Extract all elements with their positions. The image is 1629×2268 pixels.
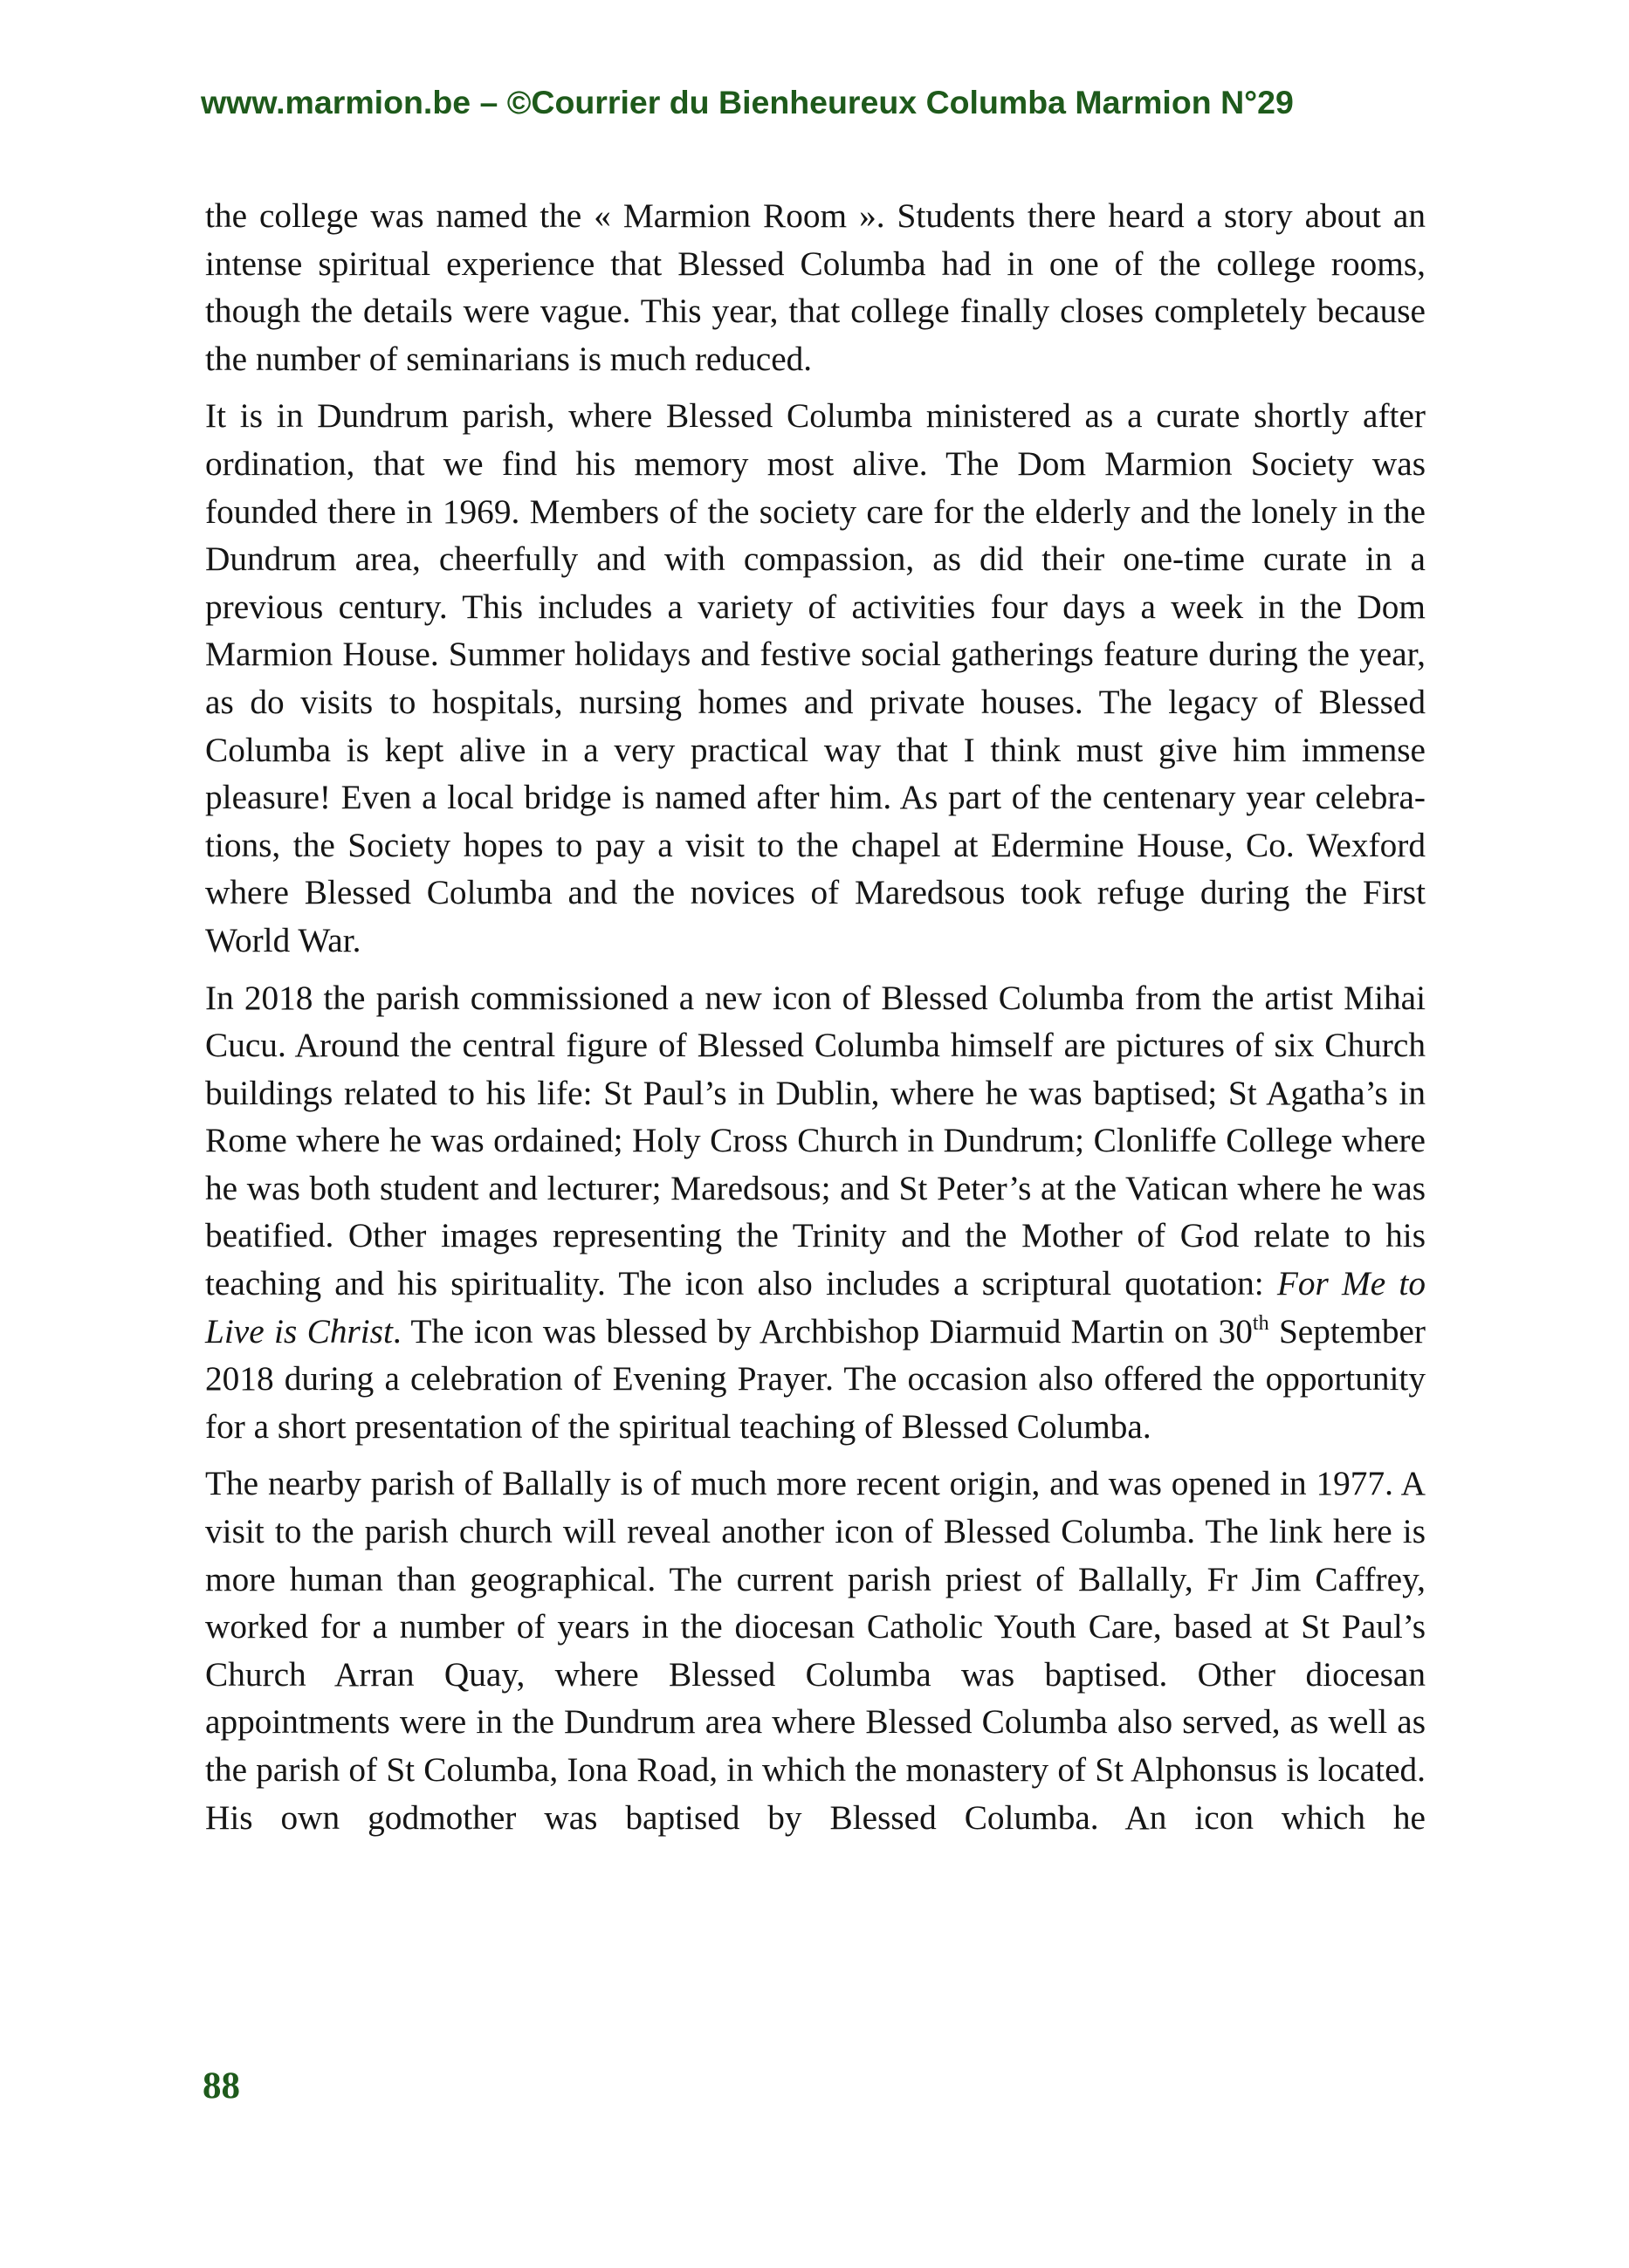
body-text bbox=[205, 192, 1426, 1841]
running-header: www.marmion.be – ©Courrier du Bienheureux Columba Marmion N°29 bbox=[201, 84, 1294, 120]
page-number: 88 bbox=[203, 2065, 240, 2106]
paragraph-icon-commission bbox=[205, 974, 1426, 1451]
icon-text-part-1: In 2018 the parish commissioned a new icon of Blessed Columba from the artist Mihai Cucu. Around the central figure of Blessed Columba himself are pictures of six Church buildings related to his life: St Paul’s in Dublin, where he was baptised; St Agatha’s in Rome where he was ordained; Holy Cross Church in Dundrum; Clonliffe College where he was both student and lecturer; Maredsous; and St Peter’s at the Vatican where he was beatified. Other images representing the Trinity and the Mother of God relate to his teaching and his spirituality. The icon also includes a scriptural quotation: bbox=[205, 978, 1426, 1303]
scriptural-quotation: For Me to Live is Christ bbox=[205, 1264, 1426, 1350]
paragraph-ballally-parish: The nearby parish of Ballally is of much more recent origin, and was opened in 1977. A visit to the parish church will reveal another icon of Blessed Columba. The link here is more human than geographical. The current parish priest of Ballally, Fr Jim Caffrey, worked for a number of years in the diocesan Catholic Youth Care, based at St Paul’s Church Arran Quay, where Blessed Columba was baptised. Other diocesan appointments were in the Dundrum area where Blessed Columba also served, as well as the parish of St Columba, Iona Road, in which the monastery of St Alphonsus is located. His own godmother was baptised by Blessed Columba. An icon which he bbox=[205, 1464, 1426, 1837]
icon-text-part-2: . The icon was blessed by Archbishop Diarmuid Martin on 30 bbox=[392, 1311, 1253, 1350]
paragraph-marmion-room: the college was named the « Marmion Room ». Students there heard a story about an intense spiritual experience that Blessed Columba had in one of the college rooms, though the details were vague. This year, that college finally closes completely because the number of seminarians is much reduced. bbox=[205, 196, 1426, 378]
icon-text-part-3: September 2018 during a celebration of Evening Prayer. The occasion also offered the opportunity for a short presentation of the spiritual teaching of Blessed Columba. bbox=[205, 1311, 1426, 1446]
paragraph-dundrum-parish: It is in Dundrum parish, where Blessed Columba ministered as a curate shortly after ordination, that we find his memory most alive. The Dom Marmion Society was founded there in 1969. Members of the society care for the elderly and the lonely in the Dundrum area, cheerfully and with compassion, as did their one-time curate in a previous century. This includes a variety of activities four days a week in the Dom Marmion House. Summer holidays and festive social gatherings feature during the year, as do visits to hospitals, nursing homes and private houses. The legacy of Blessed Columba is kept alive in a very practical way that I think must give him immense pleasure! Even a local bridge is named after him. As part of the centenary year celebrations, the Society hopes to pay a visit to the chapel at Edermine House, Co. Wexford where Blessed Columba and the novices of Maredsous took refuge during the First World War. bbox=[205, 396, 1426, 959]
ordinal-suffix: th bbox=[1252, 1311, 1269, 1335]
